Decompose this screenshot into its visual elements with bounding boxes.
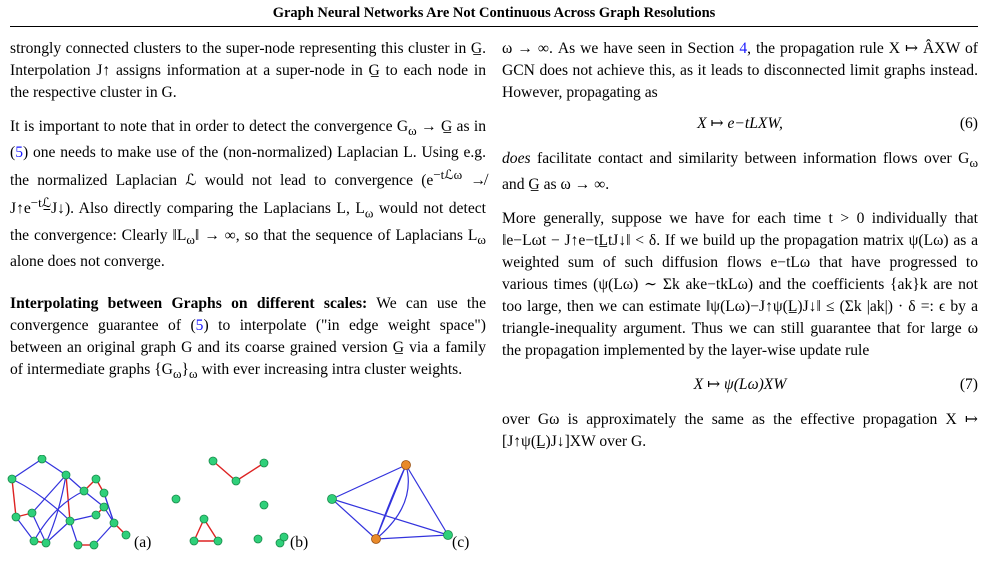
panel-label-b: (b) (290, 534, 309, 551)
header-rule (10, 26, 978, 27)
equation-6 (502, 113, 978, 135)
right-paragraph-3: More generally, suppose we have for each time t > 0 individually that ‖e−Lωt − J↑e−tL̲tJ↓‖ < δ. If we build up the propagation matrix ψ(Lω) as a weighted sum of such diffusion flows e−tLω that have progressed to various times (ψ(Lω) ∼ Σk ake−tkLω) and the coefficients {ak}k are not too large, then we can estimate ‖ψ(Lω)−J↑ψ(L̲)J↓‖ ≤ (Σk |ak|) · δ =: ϵ by a triangle-inequality argument. Thus we can still guarantee that for large ω the propagation implemented by the layer-wise update rule (502, 210, 978, 360)
equation-7-number: (7) (959, 376, 978, 394)
graph-panel-c (322, 455, 482, 555)
panel-label-a: (a) (134, 534, 152, 551)
equation-6-number: (6) (959, 115, 978, 132)
running-header: Graph Neural Networks Are Not Continuous Across Graph Resolutions (272, 5, 716, 21)
right-paragraph-2: does facilitate contact and similarity between information flows over $G_\omega$ and G̲ as ω → ∞. (502, 150, 978, 194)
graph-panel-b (168, 455, 318, 555)
right-paragraph-4: over Gω is approximately the same as the effective propagation X ↦ [J↑ψ(L̲)J↓]XW over G. (502, 411, 978, 451)
figure-graph-panels (0, 455, 490, 560)
right-column (502, 38, 978, 453)
section-ref-4[interactable]: 4 (739, 40, 748, 57)
left-column (10, 38, 486, 397)
equation-7 (502, 374, 978, 396)
left-paragraph-2: It is important to note that in order to detect the convergence $G_\omega$ → G̲ as in (5) one needs to make use of the (non-normalized) Laplacian L. Using e.g. the normalized Laplacian ℒ would not lead to convergence ($e^{-tℒ\omega}$ ↛ $J↑e^{-tℒ̲}J↓$). Also directly comparing the Laplacians L, $L_\omega$ would not detect the convergence: Clearly $‖L_\omega‖$ → ∞, so that the sequence of Laplacians $L_\omega$ alone does not converge. (10, 118, 486, 270)
equation-6-body: X ↦ e−tLXW, (697, 115, 783, 132)
section-heading: Interpolating between Graphs on different scales: (10, 294, 368, 312)
right-paragraph-1: ω → ∞. As we have seen in Section 4, the propagation rule X ↦ ÂXW of GCN does not achieve this, as it leads to disconnected limit graphs instead. However, propagating as (502, 40, 978, 101)
equation-ref-5b[interactable]: 5 (195, 316, 204, 334)
graph-panel-a (4, 455, 164, 555)
equation-7-body: X ↦ ψ(Lω)XW (693, 376, 787, 394)
equation-ref-5[interactable]: 5 (15, 144, 23, 162)
left-paragraph-3: Interpolating between Graphs on different scales: We can use the convergence guarantee of (5) to interpolate ("in edge weight space") between an original graph G and its coarse grained version G̲ via a family of intermediate graphs $\{G_\omega\}_\omega$ with ever increasing intra cluster weights. (10, 294, 486, 381)
left-paragraph-1: strongly connected clusters to the super-node representing this cluster in G̲. Interpolation J↑ assigns information at a super-node in G̲ to each node in the respective cluster in G. (10, 40, 486, 101)
panel-label-c: (c) (452, 534, 470, 551)
